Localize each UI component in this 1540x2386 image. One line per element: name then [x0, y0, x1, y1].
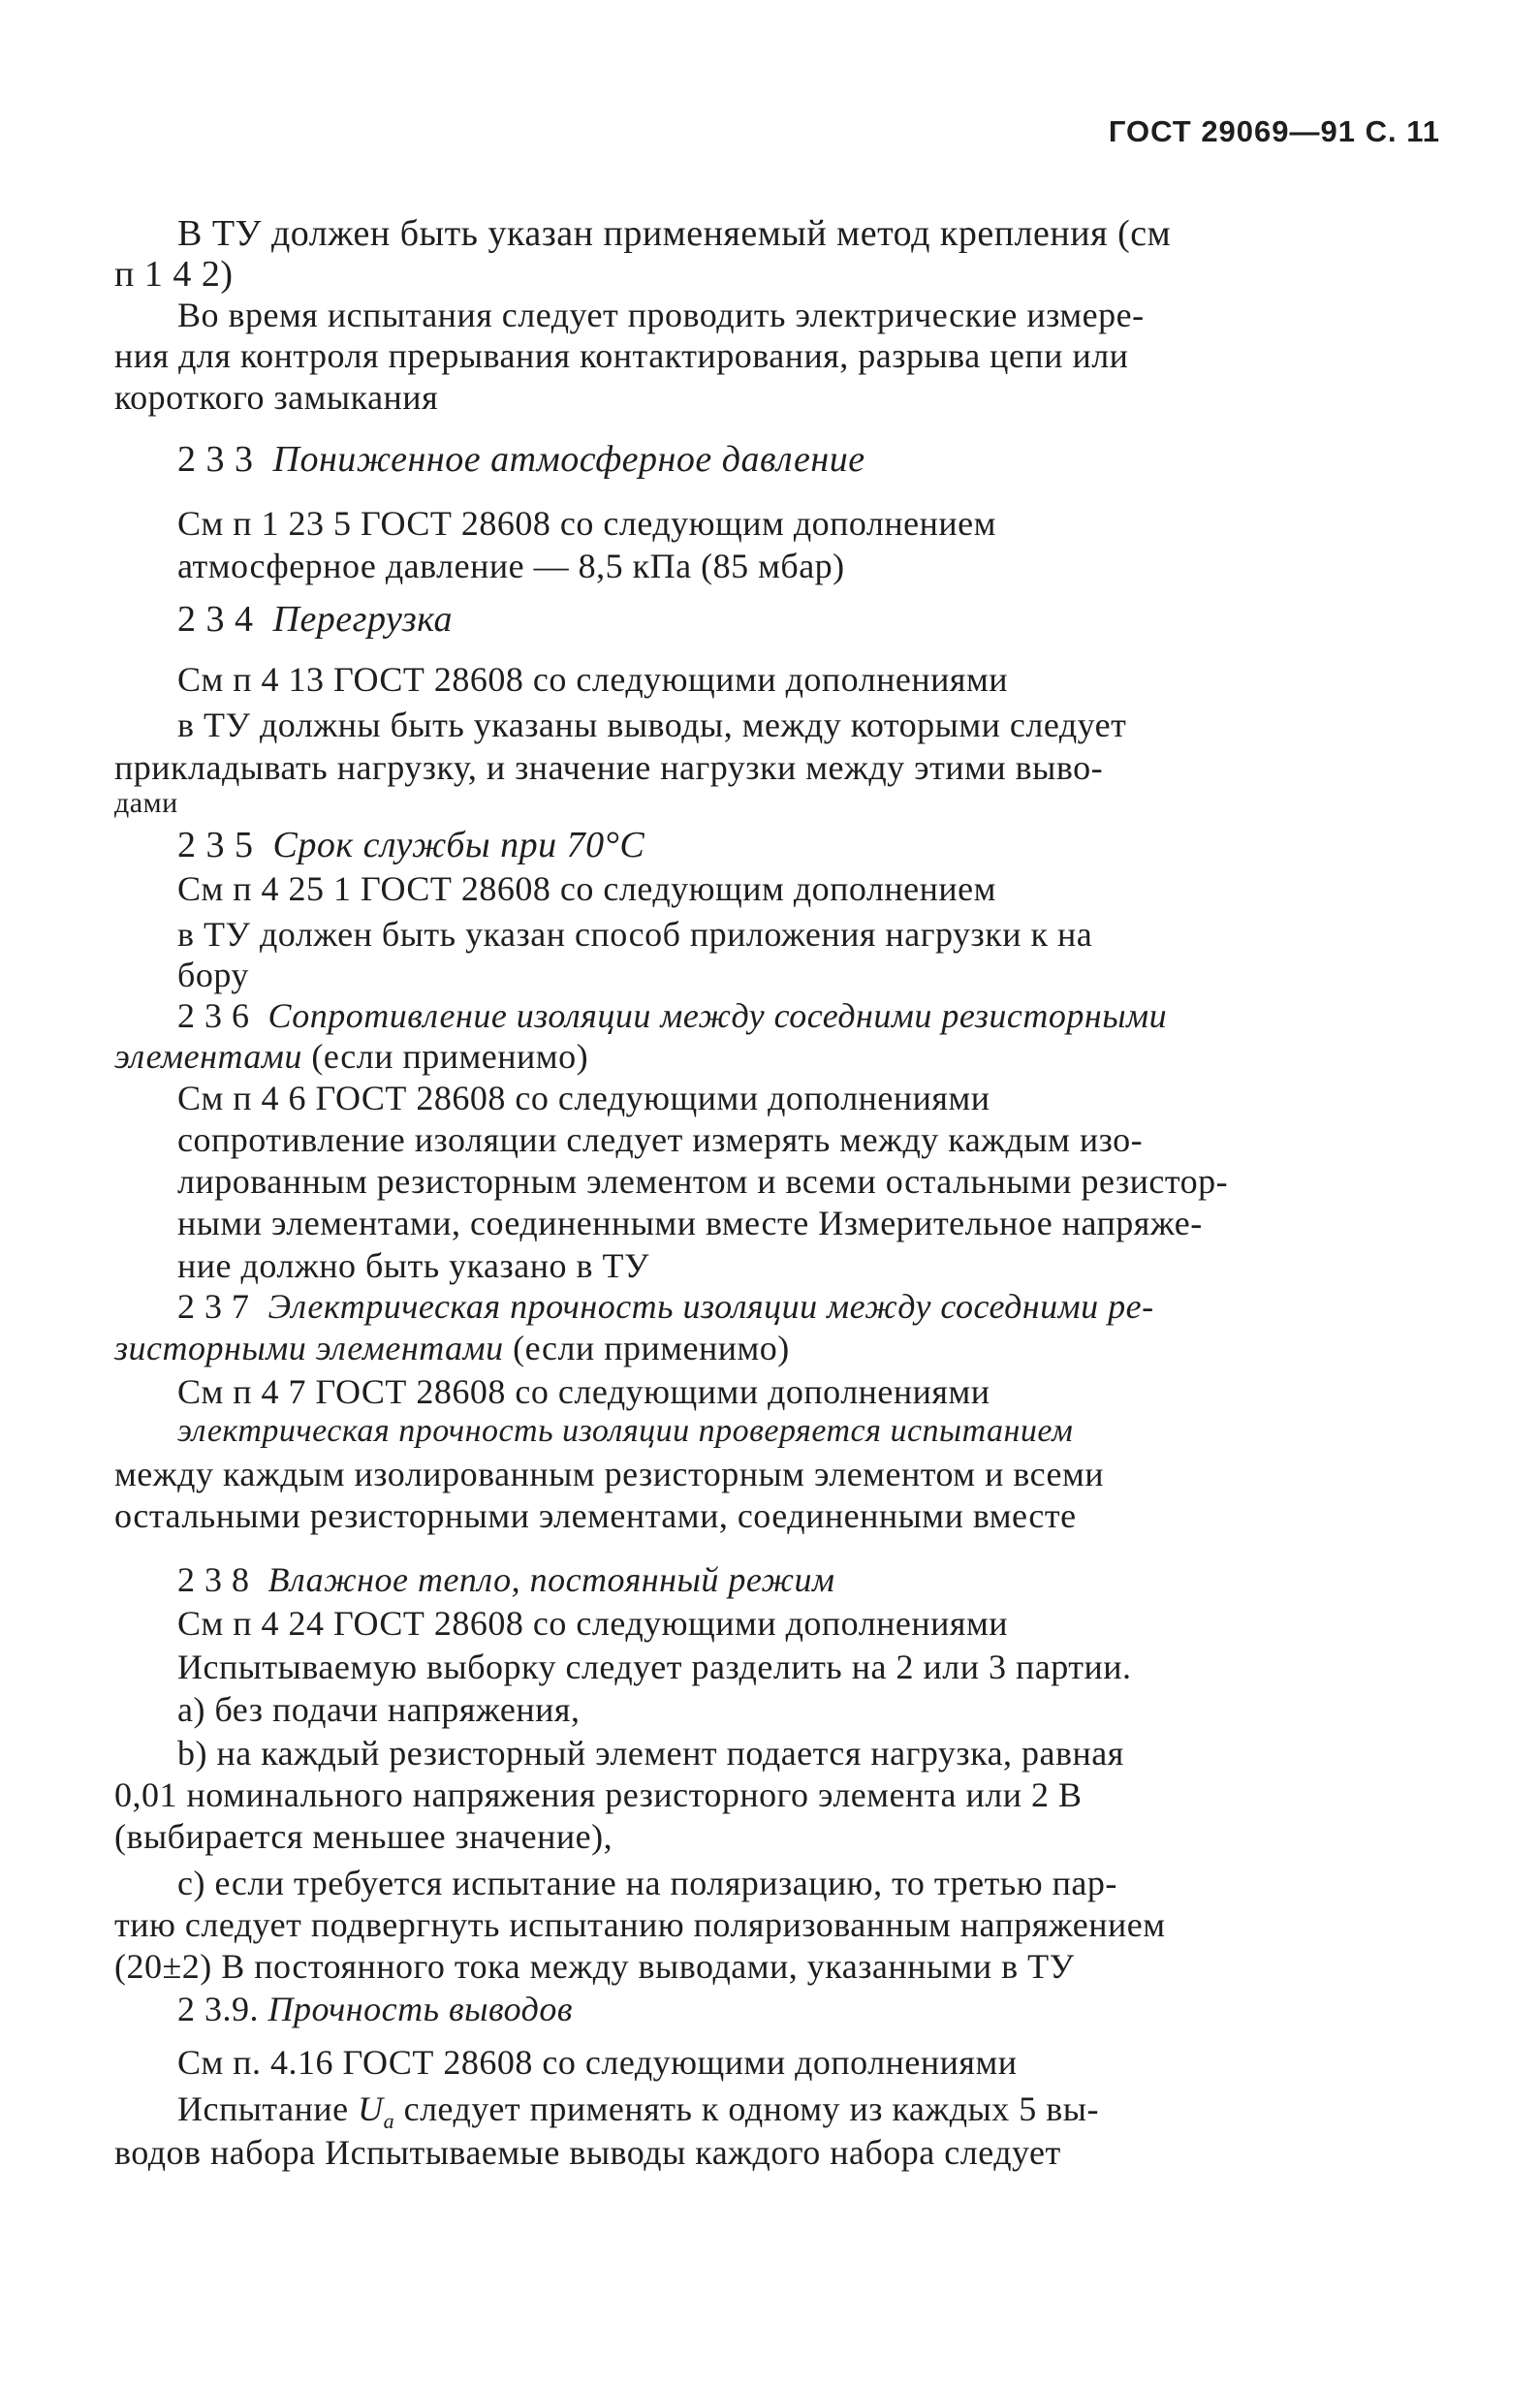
section-title-cont: элементами: [114, 1037, 302, 1076]
text-line: остальными резисторными элементами, соединенными вместе: [114, 1496, 1077, 1535]
text-line: в ТУ должны быть указаны выводы, между которыми следует: [177, 706, 1127, 744]
text-line: См п 1 23 5 ГОСТ 28608 со следующим дополнением: [177, 504, 996, 543]
section-heading: [177, 441, 865, 478]
text-line: ния для контроля прерывания контактирования, разрыва цепи или: [114, 336, 1129, 375]
text-line: См п 4 25 1 ГОСТ 28608 со следующим дополнением: [177, 869, 996, 908]
text-line: тию следует подвергнуть испытанию поляризованным напряжением: [114, 1905, 1166, 1944]
text-line: сопротивление изоляции следует измерять между каждым изо-: [177, 1120, 1144, 1159]
text-line: [177, 2091, 1099, 2132]
text-line: Во время испытания следует проводить электрические измере-: [177, 296, 1145, 334]
text-line: а) без подачи напряжения,: [177, 1690, 581, 1729]
text-line: в ТУ должен быть указан способ приложения нагрузки к на: [177, 915, 1093, 954]
section-heading-cont: [114, 1039, 588, 1074]
text-line: (20±2) В постоянного тока между выводами, указанными в ТУ: [114, 1947, 1075, 1986]
text-line: лированным резисторным элементом и всеми остальными резистор-: [177, 1162, 1229, 1201]
section-note: (если применимо): [311, 1037, 589, 1076]
section-heading: [177, 1562, 834, 1597]
section-heading: [177, 1289, 1154, 1324]
text-line: атмосферное давление — 8,5 кПа (85 мбар): [177, 547, 845, 585]
text-line: короткого замыкания: [114, 378, 439, 417]
symbol-subscript: a: [383, 2109, 395, 2134]
text-line: См п 4 7 ГОСТ 28608 со следующими дополнениями: [177, 1372, 990, 1411]
text-line: Испытываемую выборку следует разделить на 2 или 3 партии.: [177, 1648, 1132, 1686]
text-line: между каждым изолированным резисторным элементом и всеми: [114, 1455, 1105, 1493]
text-line: 0,01 номинального напряжения резисторного элемента или 2 В: [114, 1775, 1083, 1814]
text-line: п 1 4 2): [114, 254, 234, 295]
text-line: дами: [114, 787, 178, 819]
text-line: b) на каждый резисторный элемент подается нагрузка, равная: [177, 1734, 1124, 1773]
section-number: 2 3 3: [177, 439, 254, 480]
section-number: 2 3 6: [177, 996, 250, 1035]
lead-word: Испытание: [177, 2089, 349, 2128]
section-note: (если применимо): [513, 1329, 790, 1367]
text-line: прикладывать нагрузку, и значение нагрузки между этими выво-: [114, 748, 1104, 787]
line-tail: следует применять к одному из каждых 5 вы-: [403, 2089, 1099, 2128]
text-line: (выбирается меньшее значение),: [114, 1817, 613, 1856]
text-line: См п 4 24 ГОСТ 28608 со следующими дополнениями: [177, 1604, 1009, 1643]
section-title: Прочность выводов: [267, 1990, 573, 2028]
section-title: Электрическая прочность изоляции между соседними ре-: [267, 1287, 1154, 1326]
section-title: Перегрузка: [272, 599, 454, 640]
text-line: См п 4 13 ГОСТ 28608 со следующими дополнениями: [177, 660, 1009, 699]
section-number: 2 3 4: [177, 599, 254, 640]
section-number: 2 3 8: [177, 1560, 250, 1599]
section-title: Пониженное атмосферное давление: [272, 439, 865, 480]
text-line: ными элементами, соединенными вместе Измерительное напряже-: [177, 1204, 1203, 1242]
section-number: 2 3 7: [177, 1287, 250, 1326]
voltage-symbol: [358, 2089, 395, 2134]
section-title-cont: зисторными элементами: [114, 1329, 504, 1367]
symbol-letter: U: [358, 2089, 384, 2128]
section-title: Сопротивление изоляции между соседними резисторными: [267, 996, 1168, 1035]
section-heading: [177, 601, 453, 638]
text-line: бору: [177, 956, 249, 994]
section-heading: [177, 827, 644, 863]
section-title: Срок службы при 70°С: [272, 825, 645, 865]
section-heading-cont: [114, 1331, 790, 1366]
section-number: 2 3.9.: [177, 1990, 259, 2028]
text-line: См п 4 6 ГОСТ 28608 со следующими дополнениями: [177, 1079, 990, 1117]
section-heading: [177, 998, 1167, 1033]
text-line: водов набора Испытываемые выводы каждого набора следует: [114, 2133, 1061, 2172]
text-line: См п. 4.16 ГОСТ 28608 со следующими дополнениями: [177, 2043, 1018, 2082]
section-title: Влажное тепло, постоянный режим: [267, 1560, 835, 1599]
text-line: В ТУ должен быть указан применяемый метод крепления (см: [177, 213, 1172, 254]
italic-lead-line: электрическая прочность изоляции проверяется испытанием: [177, 1413, 1074, 1449]
running-header: ГОСТ 29069—91 С. 11: [1108, 114, 1440, 148]
text-line: ние должно быть указано в ТУ: [177, 1246, 649, 1285]
text-line: с) если требуется испытание на поляризацию, то третью пар-: [177, 1864, 1117, 1902]
section-heading: [177, 1992, 573, 2026]
section-number: 2 3 5: [177, 825, 254, 865]
